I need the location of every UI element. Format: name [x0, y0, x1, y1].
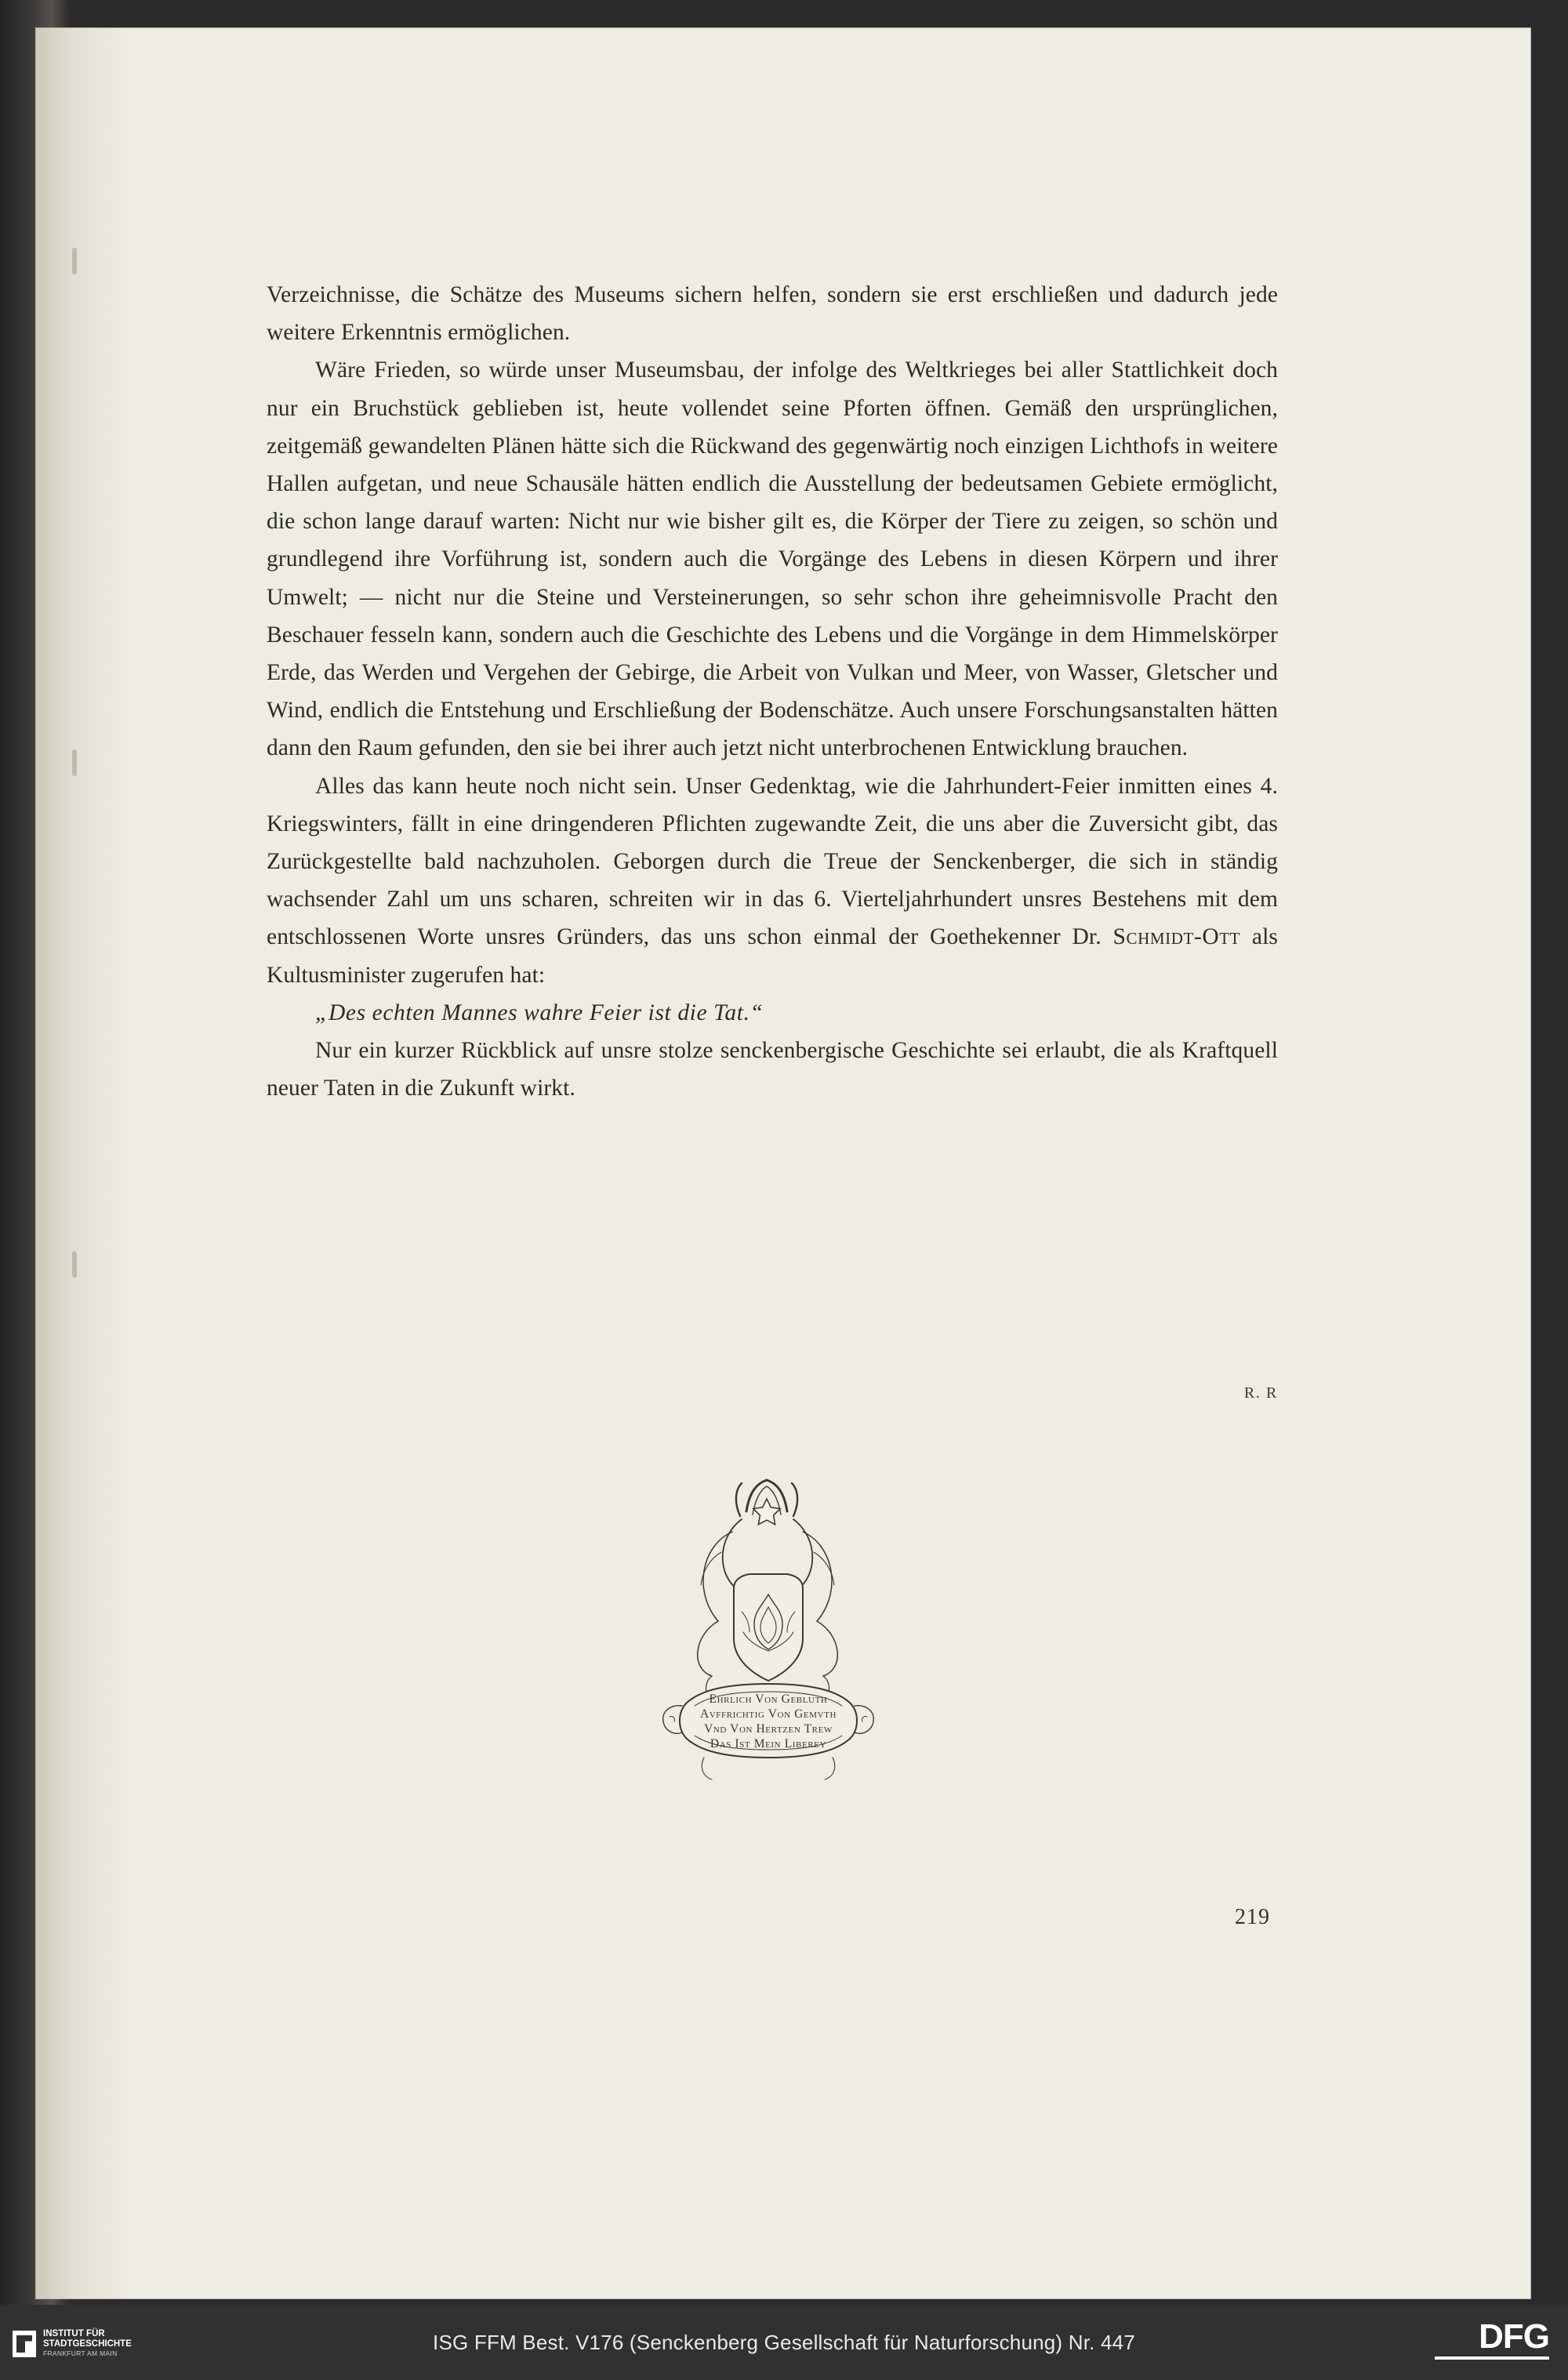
bookplate-vignette — [572, 1471, 964, 1800]
vignette-motto — [619, 1692, 917, 1751]
page-text-body — [267, 276, 1278, 1107]
isg-logo-line-3: FRANKFURT AM MAIN — [43, 2349, 118, 2358]
isg-logo-mark-icon — [13, 2331, 36, 2357]
name-schmidt-ott: Schmidt-Ott — [1112, 924, 1241, 950]
dfg-logo-rule — [1435, 2356, 1549, 2360]
page-number: 219 — [1235, 1905, 1270, 1929]
binding-punch-mark — [72, 1251, 77, 1278]
quotation-line: „Des echten Mannes wahre Feier ist die Tat.“ — [315, 1000, 764, 1025]
motto-line-4: Das Ist Mein Liberey — [710, 1737, 827, 1751]
paragraph-2: Wäre Frieden, so würde unser Museumsbau, der infolge des Weltkrieges bei aller Stattlichkeit doch nur ein Bruchstück geblieben ist, heute vollendet seine Pforten öffnen. Gemäß den ursprünglichen, zeitgemäß gewandelten Plänen hätte sich die Rückwand des gegenwärtig noch einzigen Lichthofs in weitere Hallen aufgetan, und neue Schausäle hätten endlich die Ausstellung der bedeutsamen Gebiete ermöglicht, die schon lange darauf warten: Nicht nur wie bisher gilt es, die Körper der Tiere zu zeigen, so schön und grundlegend ihre Vorführung ist, sondern auch die Vorgänge des Lebens in diesen Körpern und ihrer Umwelt; — nicht nur die Steine und Versteinerungen, so sehr schon ihre geheimnisvolle Pracht den Beschauer fesseln kann, sondern auch die Geschichte des Lebens und die Vorgänge in dem Himmelskörper Erde, das Werden und Vergehen der Gebirge, die Arbeit von Vulkan und Meer, von Wasser, Gletscher und Wind, endlich die Entstehung und Erschließung der Bodenschätze. Auch unsere Forschungsanstalten hätten dann den Raum gefunden, den sie bei ihrer auch jetzt nicht unterbrochenen Entwicklung brauchen. — [267, 357, 1278, 761]
isg-logo-line-1: INSTITUT FÜR — [43, 2329, 105, 2339]
archive-caption: ISG FFM Best. V176 (Senckenberg Gesellschaft für Naturforschung) Nr. 447 — [433, 2331, 1135, 2354]
dfg-logo-wordmark: DFG — [1479, 2317, 1549, 2356]
isg-logo — [13, 2324, 162, 2364]
binding-punch-mark — [72, 248, 77, 274]
motto-line-1: Ehrlich Von Gebluth — [709, 1692, 828, 1706]
paragraph-3-text-after: als Kultusminister zugerufen hat: — [267, 924, 1278, 988]
isg-logo-text — [43, 2329, 132, 2359]
paragraph-3-text: Alles das kann heute noch nicht sein. Unser Gedenktag, wie die Jahrhundert-Feier inmitten eines 4. Kriegswinters, fällt in eine dringenderen Pflichten zugewandte Zeit, die uns aber die Zuversicht gibt, das Zurückgestellte bald nachzuholen. Geborgen durch die Treue der Senckenberger, die sich in ständig wachsender Zahl um uns scharen, schreiten wir in das 6. Vierteljahrhundert unsres Bestehens mit dem entschlossenen Worte unsres Gründers, das uns schon einmal der Goethekenner Dr. — [267, 773, 1278, 950]
paragraph-5: Nur ein kurzer Rückblick auf unsre stolze senckenbergische Geschichte sei erlaubt, die als Kraftquell neuer Taten in die Zukunft wirkt. — [267, 1038, 1278, 1101]
isg-logo-line-2: STADTGESCHICHTE — [43, 2338, 132, 2349]
binding-punch-mark — [72, 749, 77, 776]
author-initials: R. R — [1243, 1384, 1278, 1402]
dfg-logo — [1400, 2319, 1549, 2366]
paragraph-3 — [267, 767, 1278, 994]
motto-line-3: Vnd Von Hertzen Trew — [704, 1722, 833, 1736]
motto-line-2: Avffrichtig Von Gemvth — [699, 1707, 837, 1721]
paragraph-1: Verzeichnisse, die Schätze des Museums sichern helfen, sondern sie erst erschließen und dadurch jede weitere Erkenntnis ermöglichen. — [267, 282, 1278, 346]
scan-footer-bar — [0, 2305, 1568, 2380]
